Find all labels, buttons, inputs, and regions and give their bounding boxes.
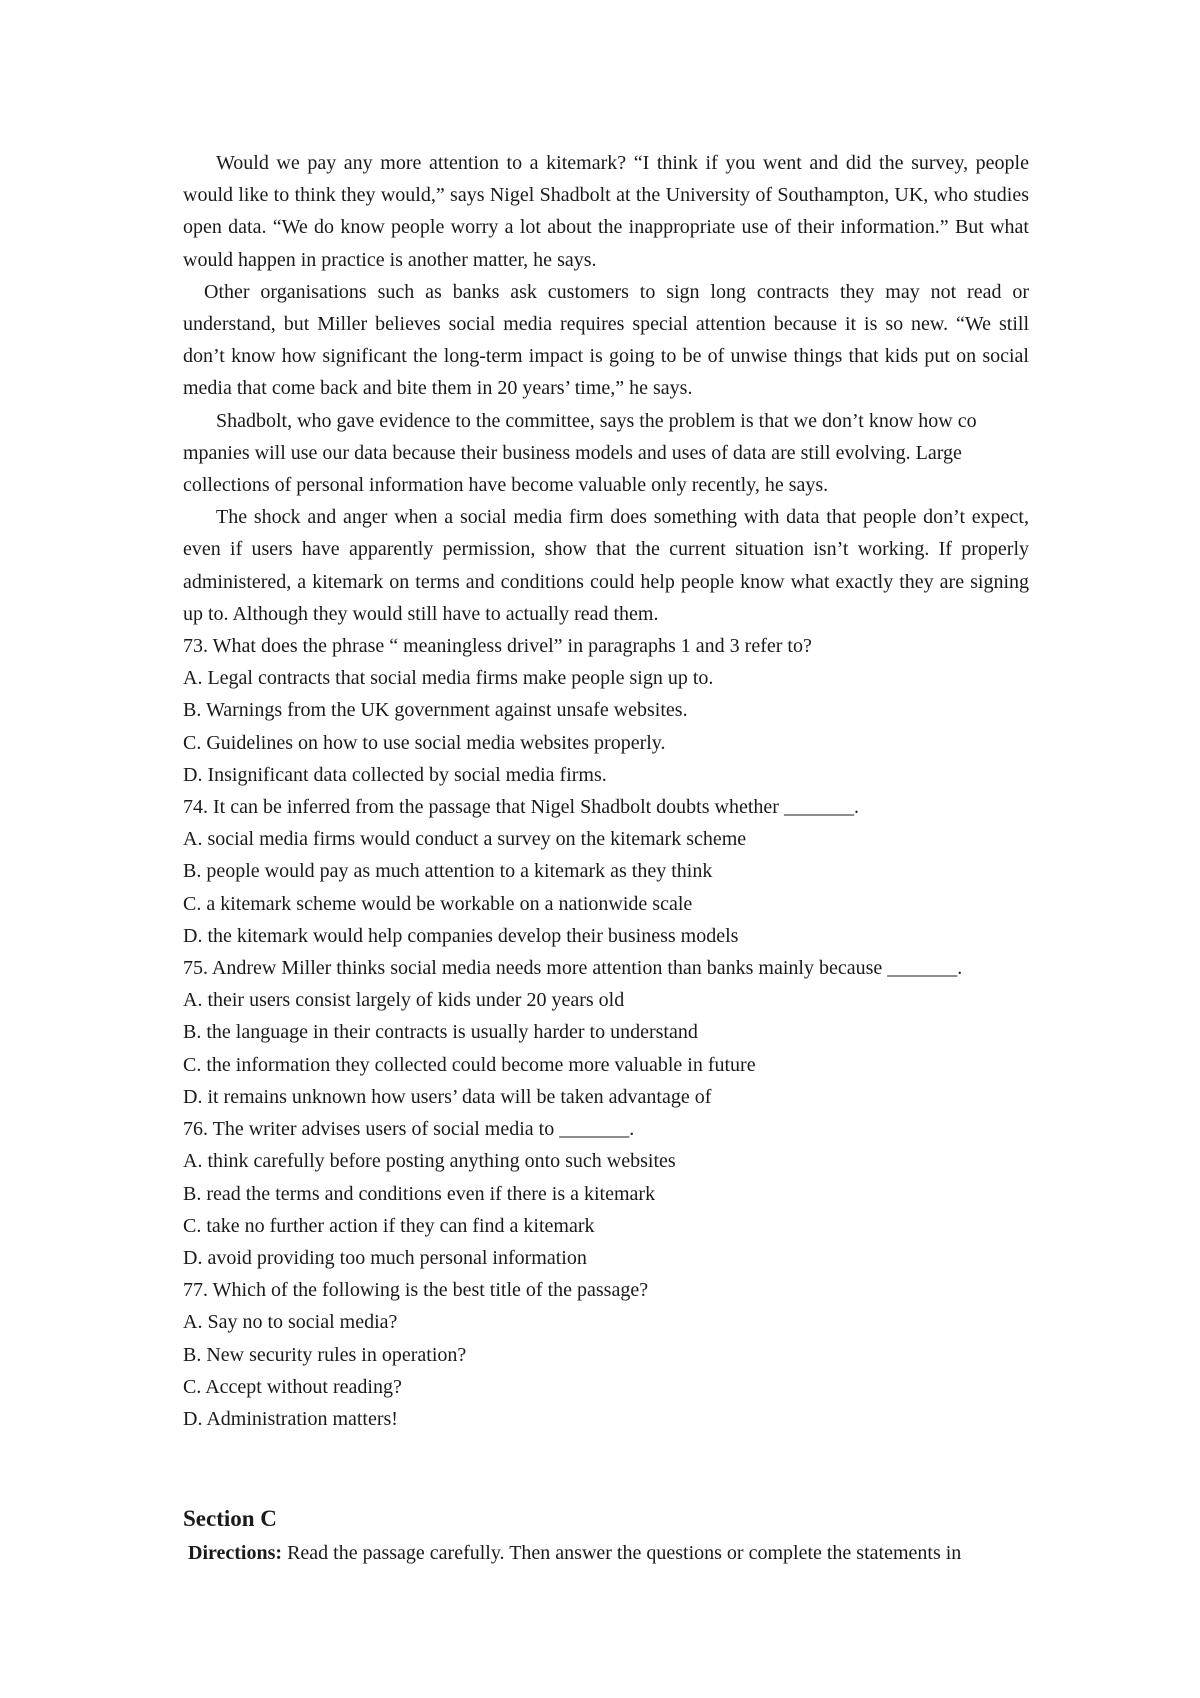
- option-b: B. read the terms and conditions even if there is a kitemark: [183, 1182, 656, 1205]
- option-b: B. people would pay as much attention to a kitemark as they think: [183, 860, 713, 883]
- option-a: A. Legal contracts that social media firms make people sign up to.: [183, 667, 714, 690]
- question-stem: 75. Andrew Miller thinks social media needs more attention than banks mainly because _______.: [183, 957, 963, 980]
- passage: [183, 147, 1029, 630]
- option-d: D. avoid providing too much personal information: [183, 1246, 587, 1269]
- directions-label: Directions:: [188, 1542, 283, 1564]
- question-stem: 74. It can be inferred from the passage that Nigel Shadbolt doubts whether _______.: [183, 796, 859, 819]
- question-stem: 77. Which of the following is the best title of the passage?: [183, 1279, 649, 1302]
- section-directions: [188, 1537, 1029, 1569]
- option-b: B. New security rules in operation?: [183, 1343, 467, 1366]
- option-a: A. social media firms would conduct a survey on the kitemark scheme: [183, 828, 747, 851]
- option-a: A. Say no to social media?: [183, 1311, 398, 1334]
- passage-paragraph-4: The shock and anger when a social media firm does something with data that people don’t expect, even if users have apparently permission, show that the current situation isn’t working. If properly administered, a kitemark on terms and conditions could help people know what exactly they are signing up to. Although they would still have to actually read them.: [183, 506, 1029, 625]
- passage-paragraph-2: Other organisations such as banks ask customers to sign long contracts they may not read or understand, but Miller believes social media requires special attention because it is so new. “We still don’t know how significant the long-term impact is going to be of unwise things that kids put on social media that come back and bite them in 20 years’ time,” he says.: [183, 280, 1029, 400]
- option-a: A. their users consist largely of kids under 20 years old: [183, 989, 625, 1012]
- option-d: D. Administration matters!: [183, 1407, 398, 1430]
- section-title: Section C: [183, 1506, 277, 1531]
- option-c: C. the information they collected could become more valuable in future: [183, 1053, 756, 1076]
- question-75: [183, 952, 1029, 1113]
- option-c: C. take no further action if they can find a kitemark: [183, 1214, 595, 1237]
- directions-text: Read the passage carefully. Then answer the questions or complete the statements in: [282, 1542, 962, 1564]
- question-73: [183, 630, 1029, 791]
- document-page: [183, 147, 1029, 1564]
- question-74: [183, 791, 1029, 952]
- option-b: B. Warnings from the UK government against unsafe websites.: [183, 699, 688, 722]
- option-d: D. it remains unknown how users’ data will be taken advantage of: [183, 1085, 712, 1108]
- question-stem: 76. The writer advises users of social media to _______.: [183, 1118, 635, 1141]
- option-d: D. Insignificant data collected by social media firms.: [183, 763, 607, 786]
- option-c: C. a kitemark scheme would be workable on a nationwide scale: [183, 892, 693, 915]
- passage-paragraph-1: Would we pay any more attention to a kitemark? “I think if you went and did the survey, people would like to think they would,” says Nigel Shadbolt at the University of Southampton, UK, who studies open data. “We do know people worry a lot about the inappropriate use of their information.” But what would happen in practice is another matter, he says.: [183, 152, 1029, 271]
- question-list: [183, 630, 1029, 1435]
- question-77: [183, 1274, 1029, 1435]
- option-c: C. Accept without reading?: [183, 1375, 402, 1398]
- option-a: A. think carefully before posting anything onto such websites: [183, 1150, 676, 1173]
- option-d: D. the kitemark would help companies develop their business models: [183, 924, 739, 947]
- question-stem: 73. What does the phrase “ meaningless drivel” in paragraphs 1 and 3 refer to?: [183, 635, 812, 658]
- option-b: B. the language in their contracts is usually harder to understand: [183, 1021, 698, 1044]
- passage-paragraph-3: Shadbolt, who gave evidence to the committee, says the problem is that we don’t know how co mpanies will use our data because their business models and uses of data are still evolving. Large collections of personal information have become valuable only recently, he says.: [183, 409, 977, 497]
- question-76: [183, 1113, 1029, 1274]
- option-c: C. Guidelines on how to use social media websites properly.: [183, 731, 666, 754]
